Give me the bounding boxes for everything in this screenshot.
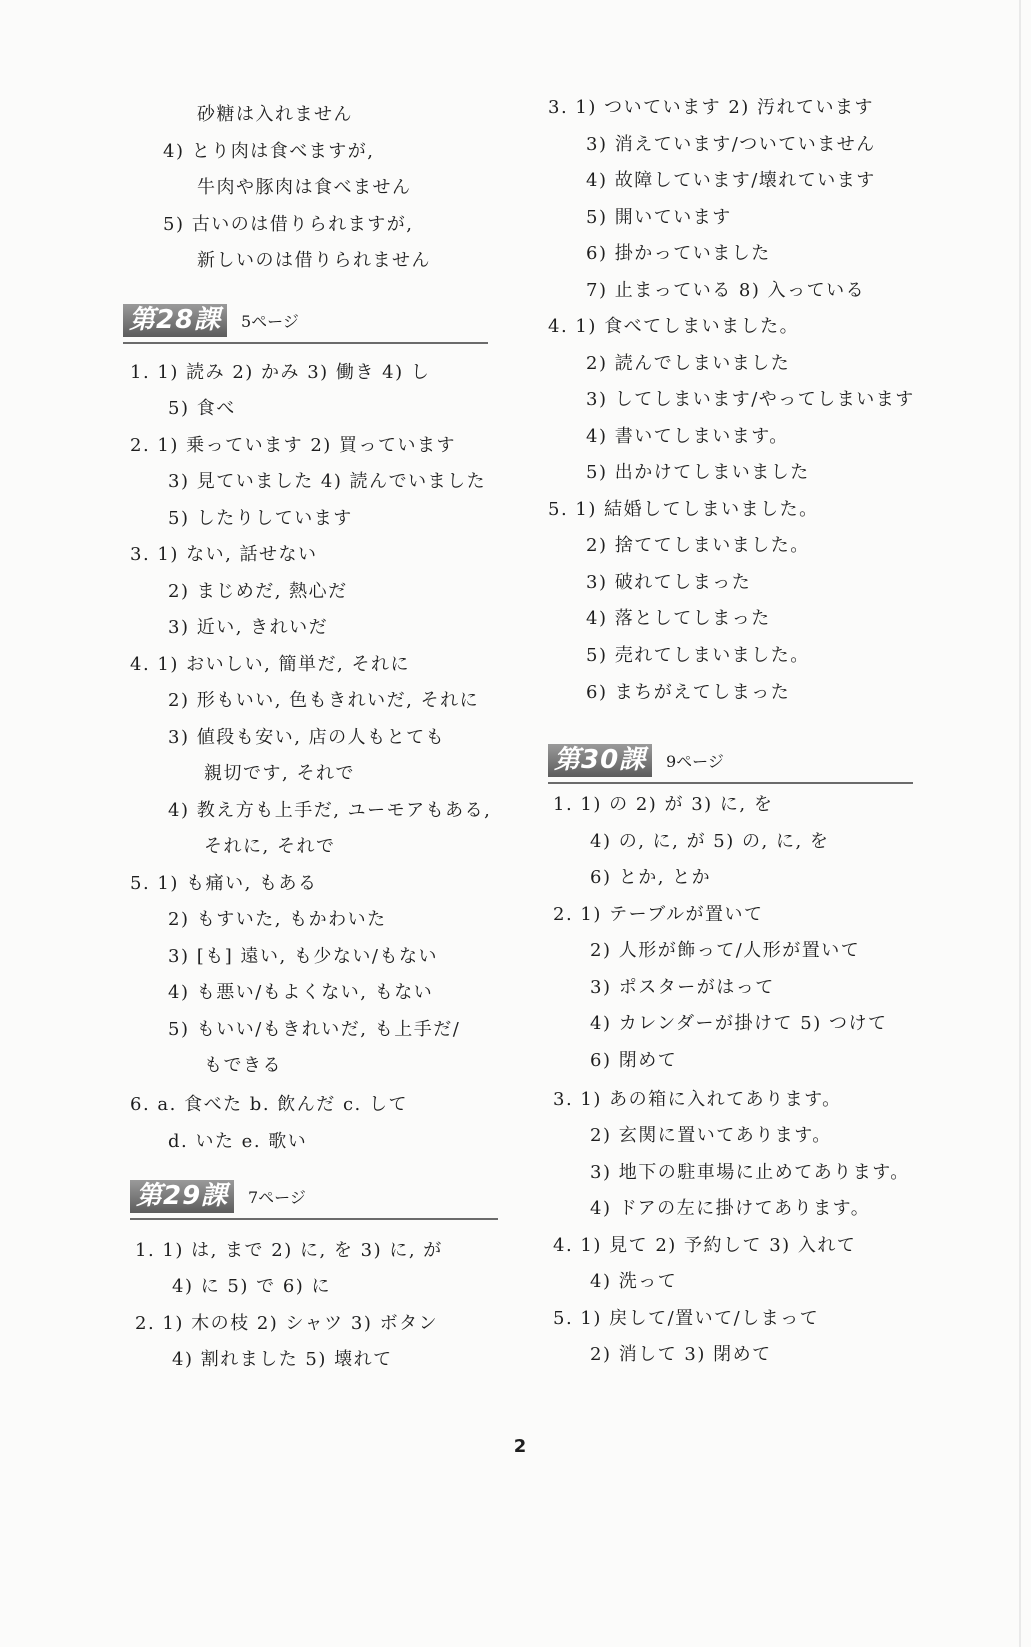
text-line: 7) 止まっている 8) 入っている [586, 280, 866, 301]
lesson-29-header [130, 1178, 498, 1220]
text-line: 3) 見ていました 4) 読んでいました [168, 471, 487, 492]
text-line: 3) [も] 遠い, も少ない/もない [168, 946, 438, 967]
text-line: d. いた e. 歌い [168, 1131, 308, 1152]
text-line: 1. 1) は, まで 2) に, を 3) に, が [135, 1240, 443, 1261]
text-line: 4) ドアの左に掛けてあります。 [590, 1198, 871, 1219]
text-line: 牛肉や豚肉は食べません [197, 177, 412, 198]
text-line: 親切です, それで [204, 763, 355, 784]
text-line: 3) ポスターがはって [590, 977, 775, 998]
text-line: 2) 消して 3) 閉めて [590, 1344, 772, 1365]
text-line: 2) 捨ててしまいました。 [586, 535, 810, 556]
lesson-28-header [123, 302, 488, 344]
text-line: 4) 割れました 5) 壊れて [172, 1349, 393, 1370]
text-line: 4) の, に, が 5) の, に, を [590, 831, 830, 852]
text-line: 4. 1) 食べてしまいました。 [548, 316, 800, 337]
text-line: 2. 1) 乗っています 2) 買っています [130, 435, 457, 456]
text-line: 2) 人形が飾って/人形が置いて [590, 940, 861, 961]
text-line: 4) 洗って [590, 1271, 678, 1292]
text-line: 5) 食べ [168, 398, 236, 419]
text-line: 6) とか, とか [590, 867, 712, 888]
page-number: 2 [513, 1436, 527, 1457]
text-line: 2) 形もいい, 色もきれいだ, それに [168, 690, 480, 711]
text-line: 3) 値段も安い, 店の人もとても [168, 727, 446, 748]
text-line: 4. 1) 見て 2) 予約して 3) 入れて [553, 1235, 857, 1256]
text-line: 2. 1) 木の枝 2) シャツ 3) ボタン [135, 1313, 439, 1334]
lesson-28-page-ref: 5ページ [241, 312, 299, 331]
text-line: 6. a. 食べた b. 飲んだ c. して [130, 1094, 409, 1115]
lesson-30-header [548, 742, 913, 784]
text-line: 5) 売れてしまいました。 [586, 645, 810, 666]
text-line: 3. 1) ついています 2) 汚れています [548, 97, 875, 118]
text-line: 5) したりしています [168, 508, 353, 529]
text-line: 3) 近い, きれいだ [168, 617, 329, 638]
text-line: 3) 消えています/ついていません [586, 134, 876, 155]
text-line: 2) 玄関に置いてあります。 [590, 1125, 832, 1146]
lesson-30-page-ref: 9ページ [666, 752, 724, 771]
text-line: 砂糖は入れません [197, 104, 353, 125]
text-line: もできる [204, 1055, 282, 1076]
text-line: 5) もいい/もきれいだ, も上手だ/ [168, 1019, 461, 1040]
text-line: それに, それで [204, 836, 336, 857]
text-line: 3. 1) あの箱に入れてあります。 [553, 1089, 842, 1110]
text-line: 4) 落としてしまった [586, 608, 771, 629]
text-line: 6) まちがえてしまった [586, 682, 791, 703]
text-line: 4) も悪い/もよくない, もない [168, 982, 434, 1003]
text-line: 3) 破れてしまった [586, 572, 752, 593]
text-line: 6) 閉めて [590, 1050, 678, 1071]
text-line: 4) とり肉は食べますが, [163, 141, 375, 162]
text-line: 5) 古いのは借りられますが, [163, 214, 414, 235]
lesson-28-title: 第28課 [123, 304, 227, 337]
text-line: 2. 1) テーブルが置いて [553, 904, 764, 925]
text-line: 1. 1) の 2) が 3) に, を [553, 794, 774, 815]
text-line: 4. 1) おいしい, 簡単だ, それに [130, 654, 410, 675]
text-line: 1. 1) 読み 2) かみ 3) 働き 4) し [130, 362, 431, 383]
page-edge-divider [1019, 0, 1021, 1647]
text-line: 3) してしまいます/やってしまいます [586, 389, 915, 410]
text-line: 4) 教え方も上手だ, ユーモアもある, [168, 800, 492, 821]
text-line: 3) 地下の駐車場に止めてあります。 [590, 1162, 910, 1183]
text-line: 5. 1) 結婚してしまいました。 [548, 499, 819, 520]
text-line: 4) 故障しています/壊れています [586, 170, 876, 191]
text-line: 2) まじめだ, 熱心だ [168, 581, 348, 602]
text-line: 5) 開いています [586, 207, 732, 228]
text-line: 4) 書いてしまいます。 [586, 426, 789, 447]
text-line: 3. 1) ない, 話せない [130, 544, 318, 565]
lesson-29-page-ref: 7ページ [248, 1188, 306, 1207]
text-line: 5. 1) も痛い, もある [130, 873, 318, 894]
text-line: 6) 掛かっていました [586, 243, 771, 264]
text-line: 新しいのは借りられません [197, 250, 431, 271]
text-line: 4) に 5) で 6) に [172, 1276, 332, 1297]
lesson-29-title: 第29課 [130, 1180, 234, 1213]
text-line: 4) カレンダーが掛けて 5) つけて [590, 1013, 888, 1034]
text-line: 5) 出かけてしまいました [586, 462, 810, 483]
lesson-30-title: 第30課 [548, 744, 652, 777]
text-line: 5. 1) 戻して/置いて/しまって [553, 1308, 820, 1329]
text-line: 2) 読んでしまいました [586, 353, 791, 374]
text-line: 2) もすいた, もかわいた [168, 909, 387, 930]
